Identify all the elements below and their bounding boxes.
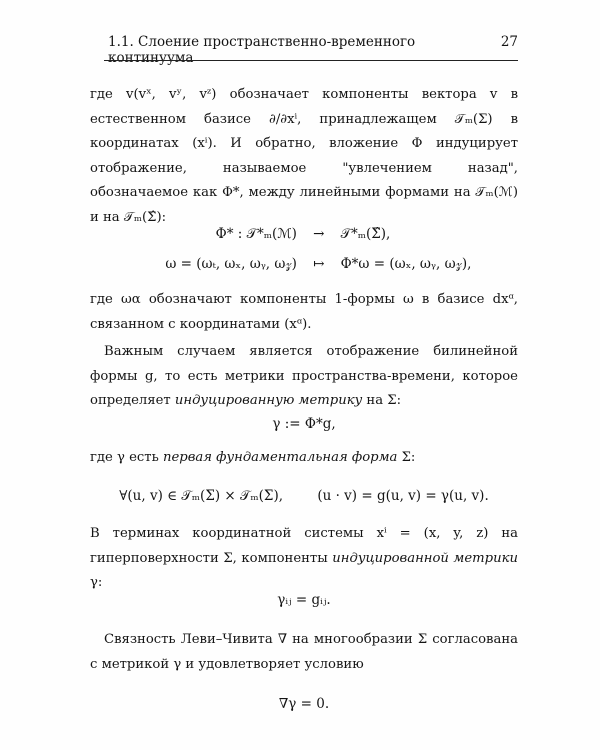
p4-text-c: Σ: <box>397 450 416 465</box>
equation-induced-metric: γ := Φ*g, <box>272 416 336 432</box>
eq2-left: ω = (ωₜ, ωₓ, ωᵧ, ω𝓏) <box>165 256 297 272</box>
paragraph-2: где ωα обозначают компоненты 1-формы ω в базисе dxᵅ, связанном с координатами (xᵅ). <box>90 292 518 332</box>
equation-pullback-components <box>90 252 518 276</box>
p5-text-a: В терминах координатной системы xⁱ = (x, y, z) на гиперповерхности Σ, компоненты <box>90 526 518 566</box>
p3-text-a: Важным случаем является отображение билинейной формы g, то есть метрики пространства-времени, которое определяет <box>90 344 518 408</box>
p5-emphasis: индуцированной метрики <box>332 550 518 566</box>
eq1-arrow: → <box>313 226 325 242</box>
p3-emphasis: индуцированную метрику <box>174 393 363 408</box>
header-rule <box>104 60 518 61</box>
paragraph-6: Связность Леви–Чивита ∇ на многообразии Σ согласована с метрикой γ и удовлетворяет условию <box>90 632 518 672</box>
equation-scalar-product: ∀(u, v) ∈ 𝒯ₘ(Σ) × 𝒯ₘ(Σ), (u · v) = g(u, v) = γ(u, v). <box>119 488 489 504</box>
p5-text-c: γ: <box>90 575 103 590</box>
p4-emphasis: первая фундаментальная форма <box>162 450 398 465</box>
equation-pullback-map <box>90 222 518 246</box>
paragraph-5 <box>90 522 518 596</box>
eq1-left: Φ* : 𝒯*ₘ(ℳ) <box>215 226 297 242</box>
paragraph-1: где v(vˣ, vʸ, vᶻ) обозначает компоненты вектора v в естественном базисе ∂/∂xⁱ, принадлежащем 𝒯ₘ(Σ) в координатах (xⁱ). И обратно, вложение Φ индуцирует отображение, называемое "увлечением назад", обозначаемое как Φ*, между линейными формами на 𝒯ₘ(ℳ) и на 𝒯ₘ(Σ̂): <box>90 87 518 225</box>
eq2-right: Φ*ω = (ωₓ, ωᵧ, ω𝓏), <box>340 256 472 272</box>
header-title: 1.1. Слоение пространственно-временного континуума <box>108 34 416 66</box>
eq2-arrow: ↦ <box>313 256 325 272</box>
eq1-right: 𝒯*ₘ(Σ̂), <box>340 226 391 242</box>
equation-compatibility: ∇γ = 0. <box>278 696 330 712</box>
page-number: 27 <box>500 34 518 50</box>
equation-metric-components: γᵢⱼ = gᵢⱼ. <box>277 592 331 608</box>
p4-text-a: где γ есть <box>90 450 163 465</box>
running-header <box>108 34 518 66</box>
paragraph-3 <box>90 340 518 414</box>
paragraph-4 <box>90 446 518 471</box>
p3-text-c: на Σ: <box>362 393 402 408</box>
